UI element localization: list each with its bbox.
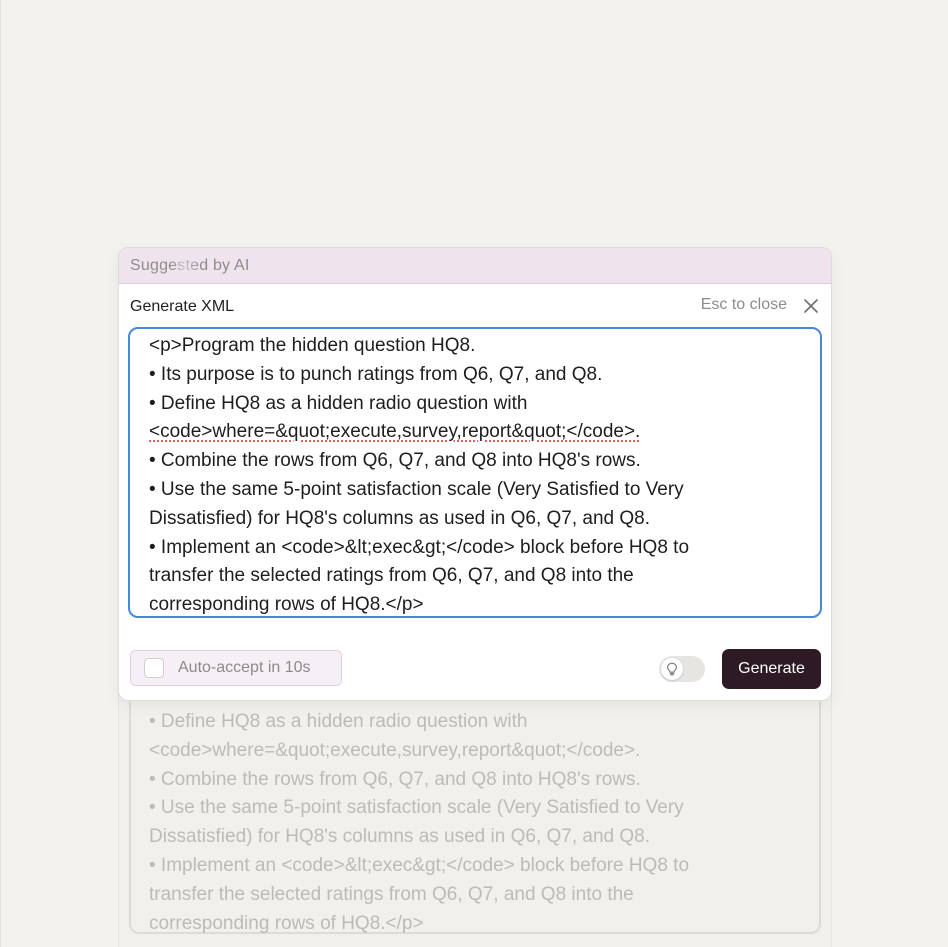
close-button[interactable]: [799, 294, 823, 318]
prompt-text: [149, 332, 809, 620]
banner-label: Suggested by AI: [130, 256, 250, 274]
background-line: • Use the same 5-point satisfaction scale (Very Satisfied to Very: [149, 797, 684, 819]
dialog-header: [130, 296, 823, 318]
close-icon: [804, 299, 818, 313]
prompt-line: transfer the selected ratings from Q6, Q7, and Q8 into the: [149, 565, 634, 587]
background-line: • Implement an <code>&lt;exec&gt;</code> block before HQ8 to: [149, 854, 690, 876]
background-line: corresponding rows of HQ8.</p>: [149, 912, 424, 934]
dialog-footer: [130, 649, 821, 689]
prompt-line: <code>where=&quot;execute,survey,report&quot;</code>.: [149, 421, 641, 443]
auto-accept-label: Auto-accept in 10s: [178, 659, 311, 676]
prompt-line: Dissatisfied) for HQ8's columns as used in Q6, Q7, and Q8.: [149, 507, 651, 529]
background-line: transfer the selected ratings from Q6, Q7, and Q8 into the: [149, 883, 634, 905]
background-line: <code>where=&quot;execute,survey,report&quot;</code>.: [149, 739, 641, 761]
background-line: • Define HQ8 as a hidden radio question with: [149, 711, 528, 732]
page-edge: [0, 0, 1, 947]
auto-accept-checkbox[interactable]: [144, 658, 164, 678]
prompt-line: corresponding rows of HQ8.</p>: [149, 594, 424, 616]
prompt-line: <p>Program the hidden question HQ8.: [149, 335, 476, 356]
background-line: • Combine the rows from Q6, Q7, and Q8 into HQ8's rows.: [149, 768, 641, 790]
prompt-line: • Its purpose is to punch ratings from Q6, Q7, and Q8.: [149, 363, 603, 385]
background-editor-panel: [118, 660, 832, 947]
prompt-line: • Define HQ8 as a hidden radio question with: [149, 392, 528, 414]
toggle-knob: [661, 658, 683, 680]
esc-hint: Esc to close: [700, 296, 787, 313]
dialog-title: Generate XML: [130, 298, 235, 315]
prompt-line: • Combine the rows from Q6, Q7, and Q8 into HQ8's rows.: [149, 450, 641, 472]
prompt-line: • Use the same 5-point satisfaction scale (Very Satisfied to Very: [149, 478, 684, 500]
ai-suggestion-banner: [119, 248, 831, 284]
prompt-line: • Implement an <code>&lt;exec&gt;</code> block before HQ8 to: [149, 536, 690, 558]
generate-button[interactable]: Generate: [722, 649, 821, 689]
prompt-textarea[interactable]: [128, 327, 822, 618]
generate-xml-dialog: [118, 247, 832, 701]
auto-accept-toggle[interactable]: [130, 650, 342, 686]
background-line: Dissatisfied) for HQ8's columns as used in Q6, Q7, and Q8.: [149, 826, 651, 848]
hint-toggle[interactable]: [659, 656, 705, 682]
background-text: [149, 708, 809, 938]
lightbulb-icon: [666, 662, 678, 676]
